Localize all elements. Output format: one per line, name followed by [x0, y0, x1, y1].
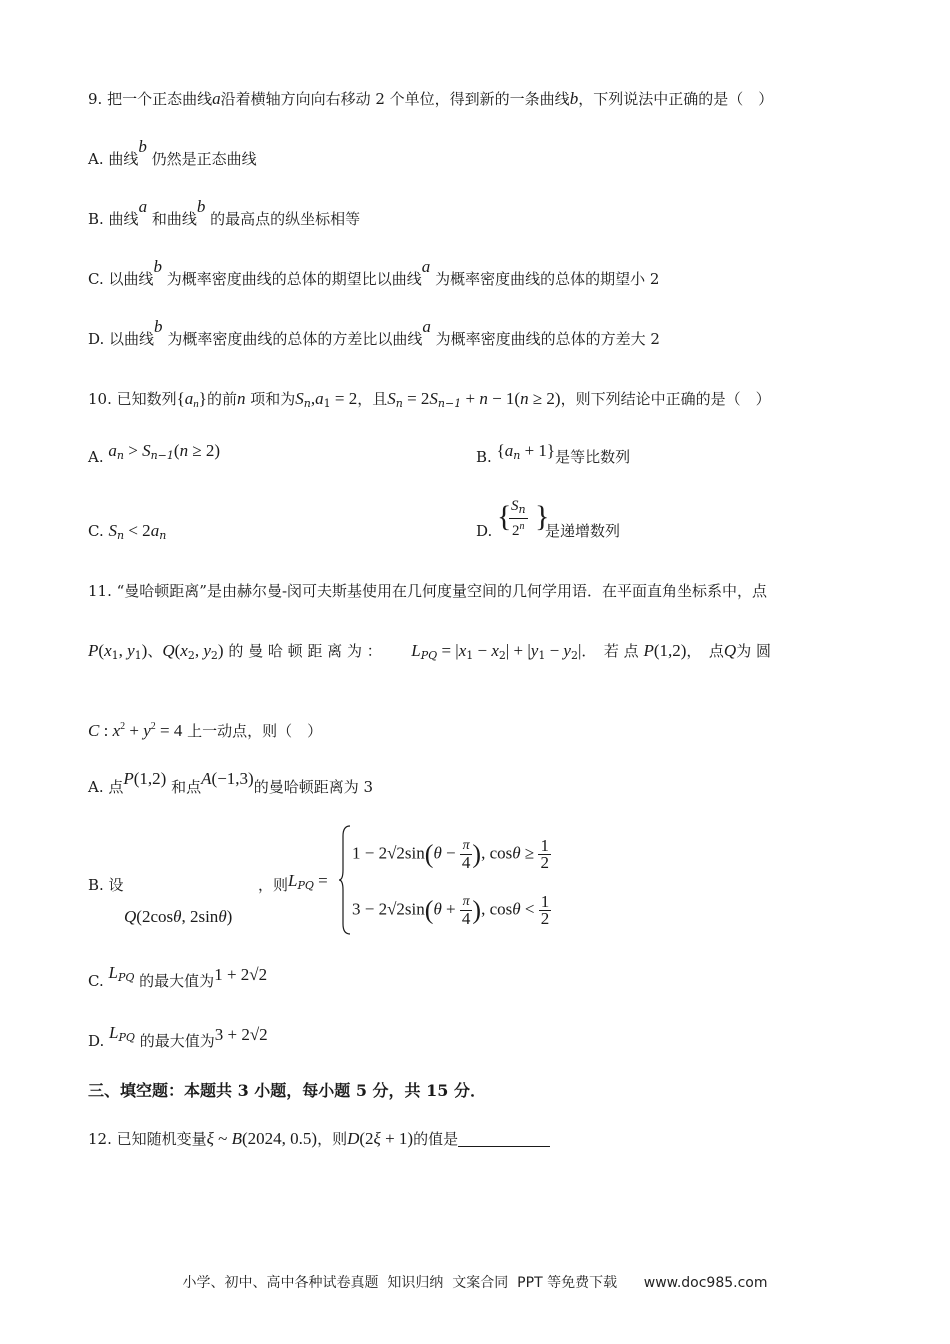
q11-option-c: C. $L^{PQ}$ 的最大值为1 + 2√2 [88, 963, 268, 990]
page-footer: 小学、初中、高中各种试卷真题 知识归纳 文案合同 PPT 等免费下载 www.doc985.com [182, 1275, 768, 1291]
q9-option-c: C. 以曲线b 为概率密度曲线的总体的期望比以曲线a 为概率密度曲线的总体的期望小 2 [88, 257, 660, 288]
q11-option-b-point: Q(2cosθ, 2sinθ) [124, 907, 233, 926]
q9-option-d: D. 以曲线b 为概率密度曲线的总体的方差比以曲线a 为概率密度曲线的总体的方差大 2 [88, 317, 660, 348]
q10-option-b: B. $\{a^n + 1\}$是等比数列 [476, 441, 631, 466]
q12-stem: 12. 已知随机变量ξ ~ B(2024, 0.5)，则D(2ξ + 1)的值是 [88, 1128, 550, 1150]
q10-option-c: C. $S_n < 2a_n$ [88, 521, 167, 542]
q11-option-d: D. $L^{PQ}$ 的最大值为3 + 2√2 [88, 1023, 268, 1050]
q12-answer-blank[interactable] [458, 1130, 550, 1147]
q11-option-b-then: ，则$L_{PQ}$ = [258, 871, 328, 894]
q9-option-a: A. 曲线b 仍然是正态曲线 [88, 137, 257, 168]
q9-stem: 9. 把一个正态曲线a沿着横轴方向向右移动 2 个单位，得到新的一条曲线b，下列说法中正确的是（ ） [88, 89, 774, 108]
q10-stem: 10. 已知数列$\{a_n\}$的前n 项和为$S_n,a_1 = 2$，且$S_n = 2S_{n-1} + n - 1(n \ge 2)$，则下列结论中正确的是（ ） [88, 389, 771, 410]
q10-option-a: A. $a^n > S^{n-1}(n \ge 2)$ [88, 441, 221, 466]
q11-option-a: A. 点P(1,2) 和点A(−1,3)的曼哈顿距离为 3 [88, 769, 374, 796]
q11-stem-line1: 11. “曼哈顿距离”是由赫尔曼-闵可夫斯基使用在几何度量空间的几何学用语．在平面直角坐标系中，点 [88, 582, 768, 600]
q11-stem-line3: C : $x^2 + y^2 = 4$ 上一动点，则（ ） [88, 721, 323, 740]
q11-option-b-case1: 1 − 2√2sin(θ − $\frac{\pi}{4}$ ), cosθ ≥ $\frac{1}{2}$ [352, 836, 549, 872]
q10-option-d: D. [476, 522, 493, 540]
piecewise-brace-icon [338, 824, 352, 936]
q11-option-b: B. 设 [88, 876, 124, 894]
q11-option-b-case2: 3 − 2√2sin(θ + $\frac{\pi}{4}$ ), cosθ < $\frac{1}{2}$ [352, 892, 550, 928]
q11-stem-line2: $P(x_1$, $y_1$)、$Q(x_2$, $y_2$) 的 曼 哈 顿 距 离 为 ： $L_{PQ} = |x_1 - x_2| + |y_1 - y_2|$． 若 点 P(1,2)， 点Q为 圆 [88, 641, 771, 662]
section-3-title: 三、填空题：本题共 3 小题，每小题 5 分，共 15 分． [88, 1081, 486, 1100]
q9-option-b: B. 曲线a 和曲线b 的最高点的纵坐标相等 [88, 197, 361, 228]
